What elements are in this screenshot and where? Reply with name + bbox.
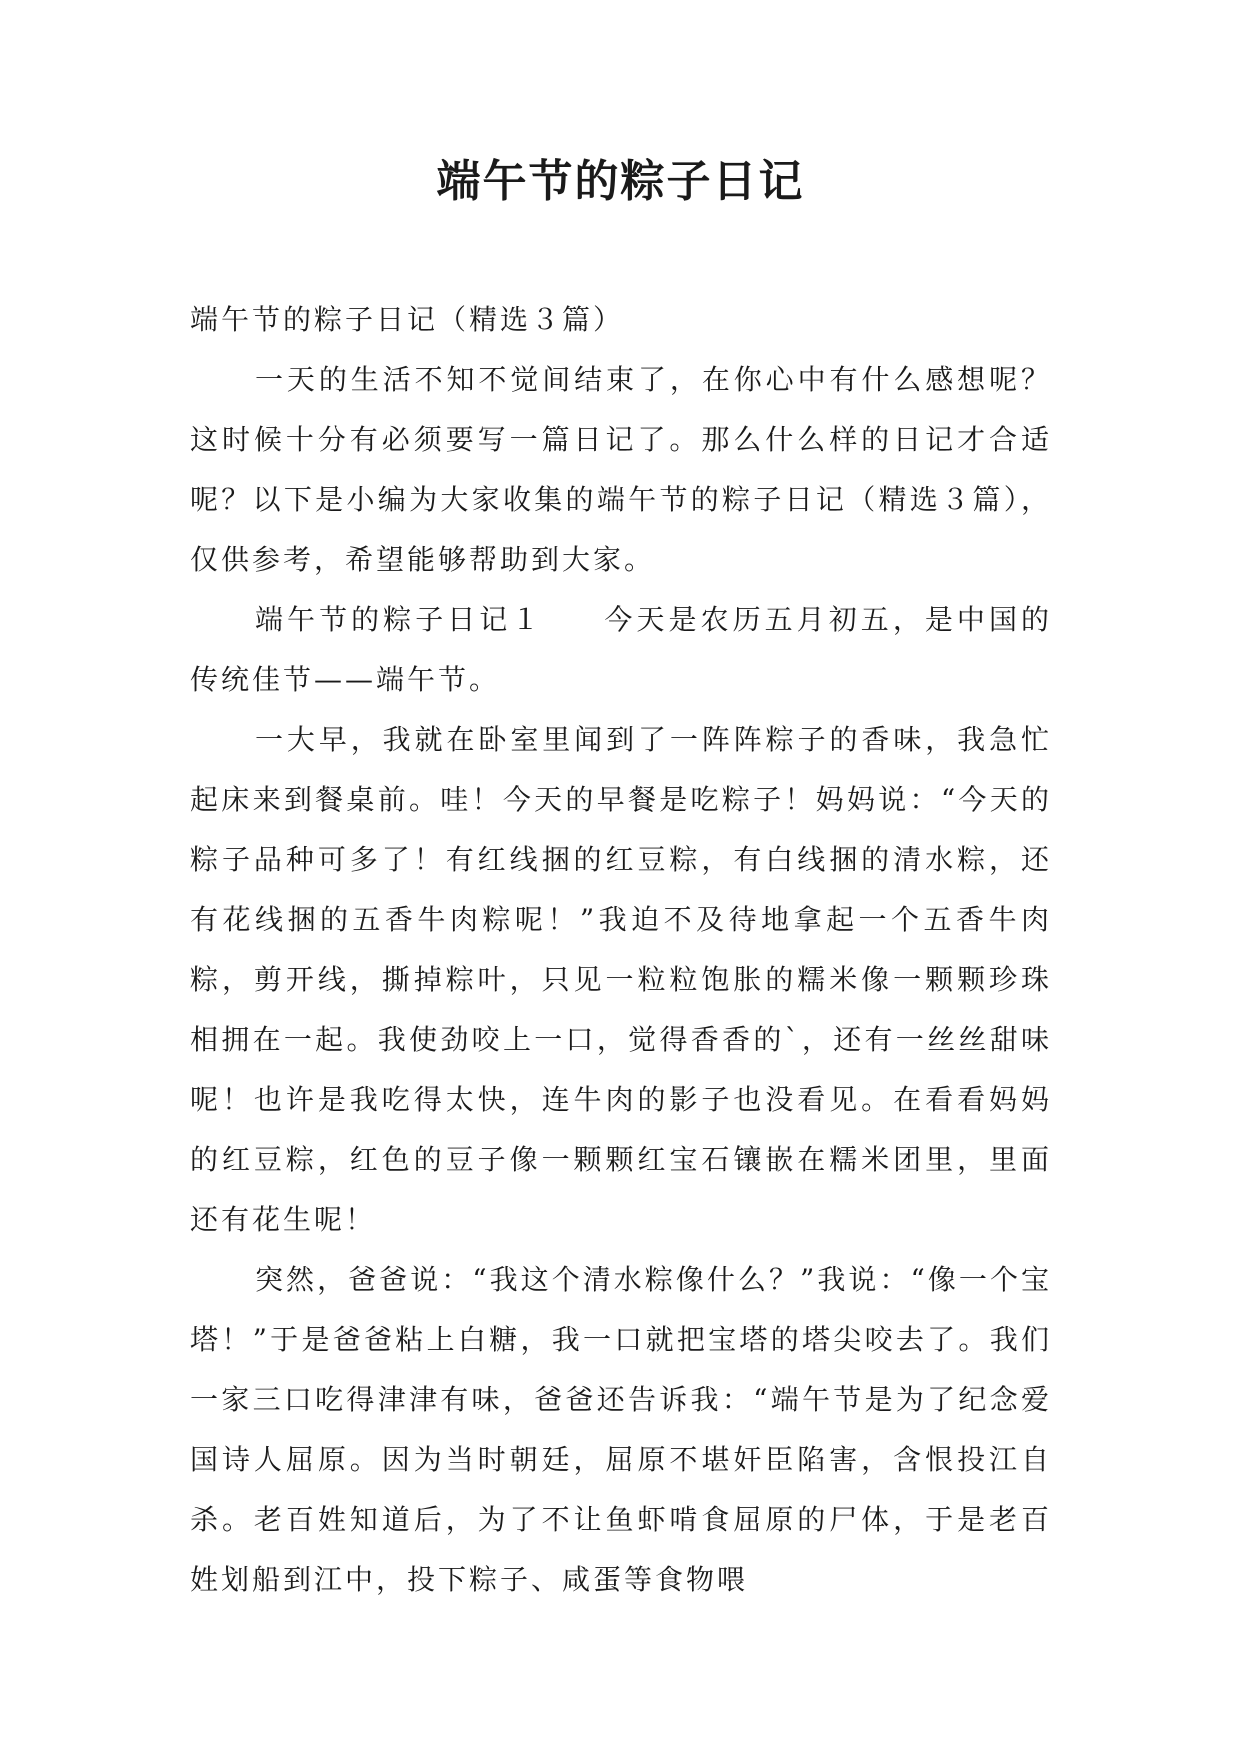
diary1-opening-paragraph (190, 590, 1052, 710)
body-paragraph: 突然，爸爸说：“我这个清水粽像什么？”我说：“像一个宝塔！”于是爸爸粘上白糖，我一口就把宝塔的塔尖咬去了。我们一家三口吃得津津有味，爸爸还告诉我：“端午节是为了纪念爱国诗人屈原。因为当时朝廷，屈原不堪奸臣陷害，含恨投江自杀。老百姓知道后，为了不让鱼虾啃食屈原的尸体，于是老百姓划船到江中，投下粽子、咸蛋等食物喂 (190, 1263, 1052, 1596)
diary1-heading: 端午节的粽子日记１ (255, 603, 544, 636)
document-subtitle: 端午节的粽子日记（精选３篇） (190, 303, 625, 336)
body-paragraph: 一大早，我就在卧室里闻到了一阵阵粽子的香味，我急忙起床来到餐桌前。哇！今天的早餐是吃粽子！妈妈说：“今天的粽子品种可多了！有红线捆的红豆粽，有白线捆的清水粽，还有花线捆的五香牛肉粽呢！”我迫不及待地拿起一个五香牛肉粽，剪开线，撕掉粽叶，只见一粒粒饱胀的糯米像一颗颗珍珠相拥在一起。我使劲咬上一口，觉得香香的`，还有一丝丝甜味呢！也许是我吃得太快，连牛肉的影子也没看见。在看看妈妈的红豆粽，红色的豆子像一颗颗红宝石镶嵌在糯米团里，里面还有花生呢！ (190, 723, 1052, 1236)
document-body (190, 290, 1052, 1610)
diary1-first-sentence: 今天是农历五月初五，是中国的传统佳节——端午节。 (190, 603, 1052, 696)
document-title: 端午节的粽子日记 (436, 156, 805, 207)
intro-paragraph: 一天的生活不知不觉间结束了，在你心中有什么感想呢？这时候十分有必须要写一篇日记了。那么什么样的日记才合适呢？以下是小编为大家收集的端午节的粽子日记（精选３篇），仅供参考，希望能够帮助到大家。 (190, 363, 1052, 576)
